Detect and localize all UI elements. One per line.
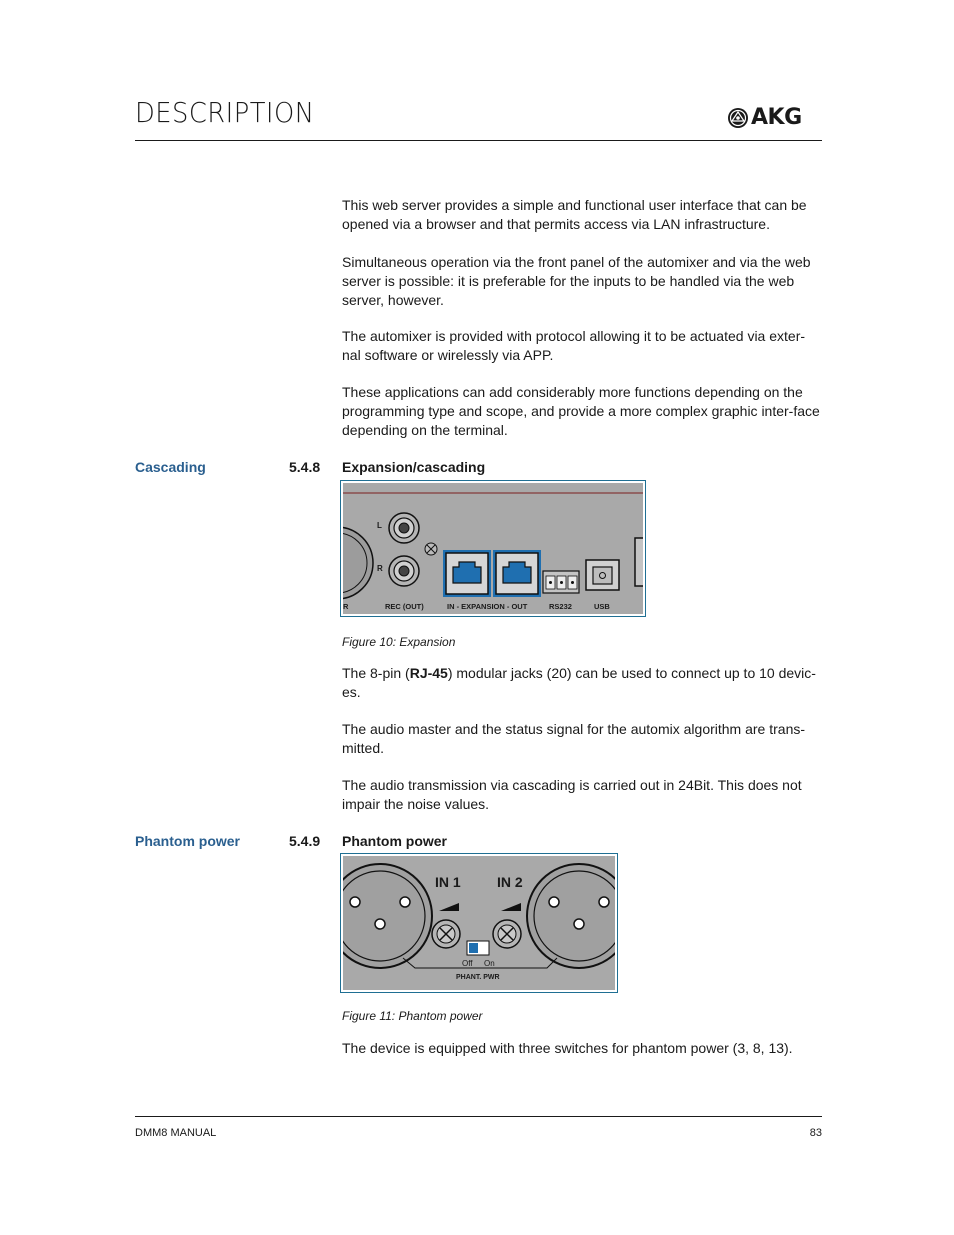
screw-icon <box>425 543 437 555</box>
label-usb: USB <box>594 602 610 611</box>
label-l: L <box>377 521 382 530</box>
label-in2: IN 2 <box>497 874 523 890</box>
rs232-terminal <box>543 571 579 593</box>
figure-expansion <box>340 480 646 617</box>
intro-paragraph: This web server provides a simple and functional user interface that can be opened via a browser and that permits access via LAN infrastructure. <box>342 197 807 232</box>
body-paragraph: The audio master and the status signal for the automix algorithm are trans-mitted. <box>342 721 806 756</box>
label-r: R <box>377 564 383 573</box>
gain-trim-in1 <box>432 920 460 948</box>
body-paragraph: The device is equipped with three switches for phantom power (3, 8, 13). <box>342 1040 793 1056</box>
expansion-panel-illustration <box>343 483 643 614</box>
footer-manual-name: DMM8 MANUAL <box>135 1127 217 1139</box>
bold-term: RJ-45 <box>409 665 448 681</box>
rca-jack-left <box>389 513 419 543</box>
rj45-jack-out <box>493 550 541 597</box>
label-expansion: IN - EXPANSION - OUT <box>447 602 528 611</box>
label-rs232: RS232 <box>549 602 572 611</box>
phantom-power-switch <box>467 941 489 955</box>
footer-rule <box>135 1116 822 1117</box>
intro-paragraph: These applications can add considerably more functions depending on the programming type and scope, and provide a more complex graphic inter-face depending on the terminal. <box>342 384 820 438</box>
phantom-power-illustration <box>343 856 615 990</box>
gain-trim-in2 <box>493 920 521 948</box>
body-paragraph: The 8-pin (RJ-45) modular jacks (20) can be used to connect up to 10 devic-es. <box>342 665 816 700</box>
body-paragraph: The audio transmission via cascading is carried out in 24Bit. This does not impair the noise values. <box>342 777 802 812</box>
figure-phantom-power <box>340 853 618 993</box>
section-title: Phantom power <box>342 833 448 849</box>
usb-port <box>586 560 619 590</box>
figure-caption: Figure 11: Phantom power <box>342 1009 483 1023</box>
header-rule <box>135 140 822 141</box>
page-title: DESCRIPTION <box>135 96 315 129</box>
intro-paragraph: The automixer is provided with protocol allowing it to be actuated via exter-nal software or wirelessly via APP. <box>342 328 806 363</box>
akg-logo <box>727 105 824 133</box>
label-phant-pwr: PHANT. PWR <box>456 974 500 981</box>
rca-jack-right <box>389 556 419 586</box>
label-edge-r: R <box>343 602 349 611</box>
connector-partial-right <box>635 538 643 586</box>
label-rec-out: REC (OUT) <box>385 602 424 611</box>
label-on: On <box>484 959 495 968</box>
rj45-jack-in <box>443 550 491 597</box>
side-label-cascading: Cascading <box>135 459 206 475</box>
label-in1: IN 1 <box>435 874 461 890</box>
section-number: 5.4.9 <box>289 833 321 849</box>
akg-logo-mark <box>727 107 749 129</box>
label-off: Off <box>462 959 473 968</box>
figure-caption: Figure 10: Expansion <box>342 635 456 649</box>
akg-logo-text: AKG <box>751 105 802 130</box>
side-label-phantom-power: Phantom power <box>135 833 241 849</box>
intro-paragraph: Simultaneous operation via the front panel of the automixer and via the web server is possible: it is preferable for the inputs to be handled via the web server, however. <box>342 254 811 308</box>
page-number: 83 <box>809 1127 822 1139</box>
section-number: 5.4.8 <box>289 459 321 475</box>
section-title: Expansion/cascading <box>342 459 486 475</box>
